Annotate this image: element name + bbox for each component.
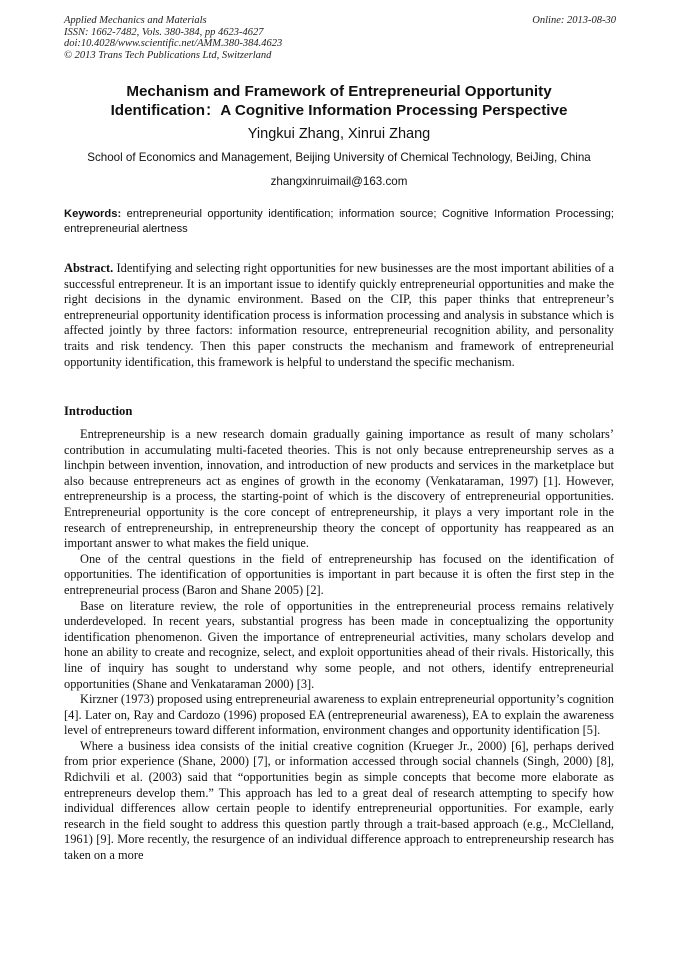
paragraph: Base on literature review, the role of opportunities in the entrepreneurial process remains relatively underdeveloped. In recent years, substantial progress has been made in conceptualizing the opportunity identification phenomenon. Given the importance of entrepreneurial activities, many scholars develop and hone an ability to create and recognize, select, and exploit opportunities ahead of their rivals. Historically, this line of inquiry has sought to understand why some people, and not others, identify entrepreneurial opportunities (Shane and Venkataraman 2000) [3]. [64, 598, 614, 691]
paragraph: Where a business idea consists of the initial creative cognition (Krueger Jr., 2000) [6], perhaps derived from prior experience (Shane, 2000) [7], or information accessed through social channels (Singh, 2000) [8], Rdichvili et al. (2003) said that “opportunities begin as simple concepts that become more elaborate as entrepreneurs develop them.” This approach has led to a great deal of research attempting to specify how individual differences allow certain people to identify entrepreneurial opportunities. For example, early research in the field sought to address this question partly through a trait-based approach (e.g., McClelland, 1961) [9]. More recently, the resurgence of an individual difference approach to entrepreneurship research has taken on a more [64, 738, 614, 863]
issn-line: ISSN: 1662-7482, Vols. 380-384, pp 4623-4627 [64, 26, 264, 38]
abstract-text: Identifying and selecting right opportunities for new businesses are the most important abilities of a successful entrepreneur. It is an important issue to identify quickly entrepreneurial opportunities and make the right decisions in the dynamic environment. Based on the CIP, this paper thinks that entrepreneur’s entrepreneurial opportunity identification process is information processing and analysis in substance which is affected jointly by three factors: information resource, entrepreneurial recognition ability, and personality traits and risk tendency. Then this paper constructs the mechanism and framework of entrepreneurial opportunity identification, this framework is helpful to understand the specific mechanism. [64, 261, 614, 369]
author-email: zhangxinruimail@163.com [270, 175, 408, 188]
journal-header [64, 15, 616, 61]
abstract-label: Abstract. [64, 261, 114, 275]
keywords-section [64, 207, 614, 237]
introduction-body [64, 427, 614, 864]
paragraph: One of the central questions in the field of entrepreneurship has focused on the identification of opportunities. The identification of opportunities is important in part because it is often the first step in the entrepreneurial process (Baron and Shane 2005) [2]. [64, 551, 614, 597]
title-line-1: Mechanism and Framework of Entrepreneurial Opportunity [126, 83, 552, 100]
doi-line: doi:10.4028/www.scientific.net/AMM.380-384.4623 [64, 38, 283, 49]
keywords-label: Keywords: [64, 208, 122, 220]
journal-name: Applied Mechanics and Materials [64, 15, 207, 26]
keywords-text: entrepreneurial opportunity identification; information source; Cognitive Information Processing; entrepreneurial alertness [64, 208, 614, 235]
paragraph: Kirzner (1973) proposed using entrepreneurial awareness to explain entrepreneurial opportunity’s cognition [4]. Later on, Ray and Cardozo (1996) proposed EA (entrepreneurial awareness), EA to explain the awareness level of entrepreneurs toward different information, environment changes and opportunity identification [5]. [64, 692, 615, 738]
copyright-line: © 2013 Trans Tech Publications Ltd, Switzerland [64, 49, 272, 61]
title-line-2: Identification：A Cognitive Information Processing Perspective [110, 102, 568, 119]
section-heading-introduction: Introduction [64, 404, 133, 418]
paper-title [40, 82, 638, 120]
affiliation: School of Economics and Management, Beijing University of Chemical Technology, BeiJing, China [87, 151, 591, 164]
abstract-section [64, 261, 614, 370]
online-date: Online: 2013-08-30 [532, 15, 616, 26]
paragraph: Entrepreneurship is a new research domain gradually gaining importance as result of many scholars’ contribution in accumulating multi-faceted theories. This is not only because entrepreneurship serves as a linchpin between invention, innovation, and introduction of new products and services in the marketplace but also because entrepreneurs act as engines of growth in the economy (Venkataraman, 1997) [1]. However, entrepreneurship is a process, the starting-point of which is the discovery of entrepreneurial opportunities. Entrepreneurial opportunity is the core concept of entrepreneurship, it plays a very important role in the research of entrepreneurship, in entrepreneurship theory the concept of opportunity has reappeared as an important answer to what makes the field unique. [64, 427, 614, 551]
authors: Yingkui Zhang, Xinrui Zhang [247, 126, 431, 142]
